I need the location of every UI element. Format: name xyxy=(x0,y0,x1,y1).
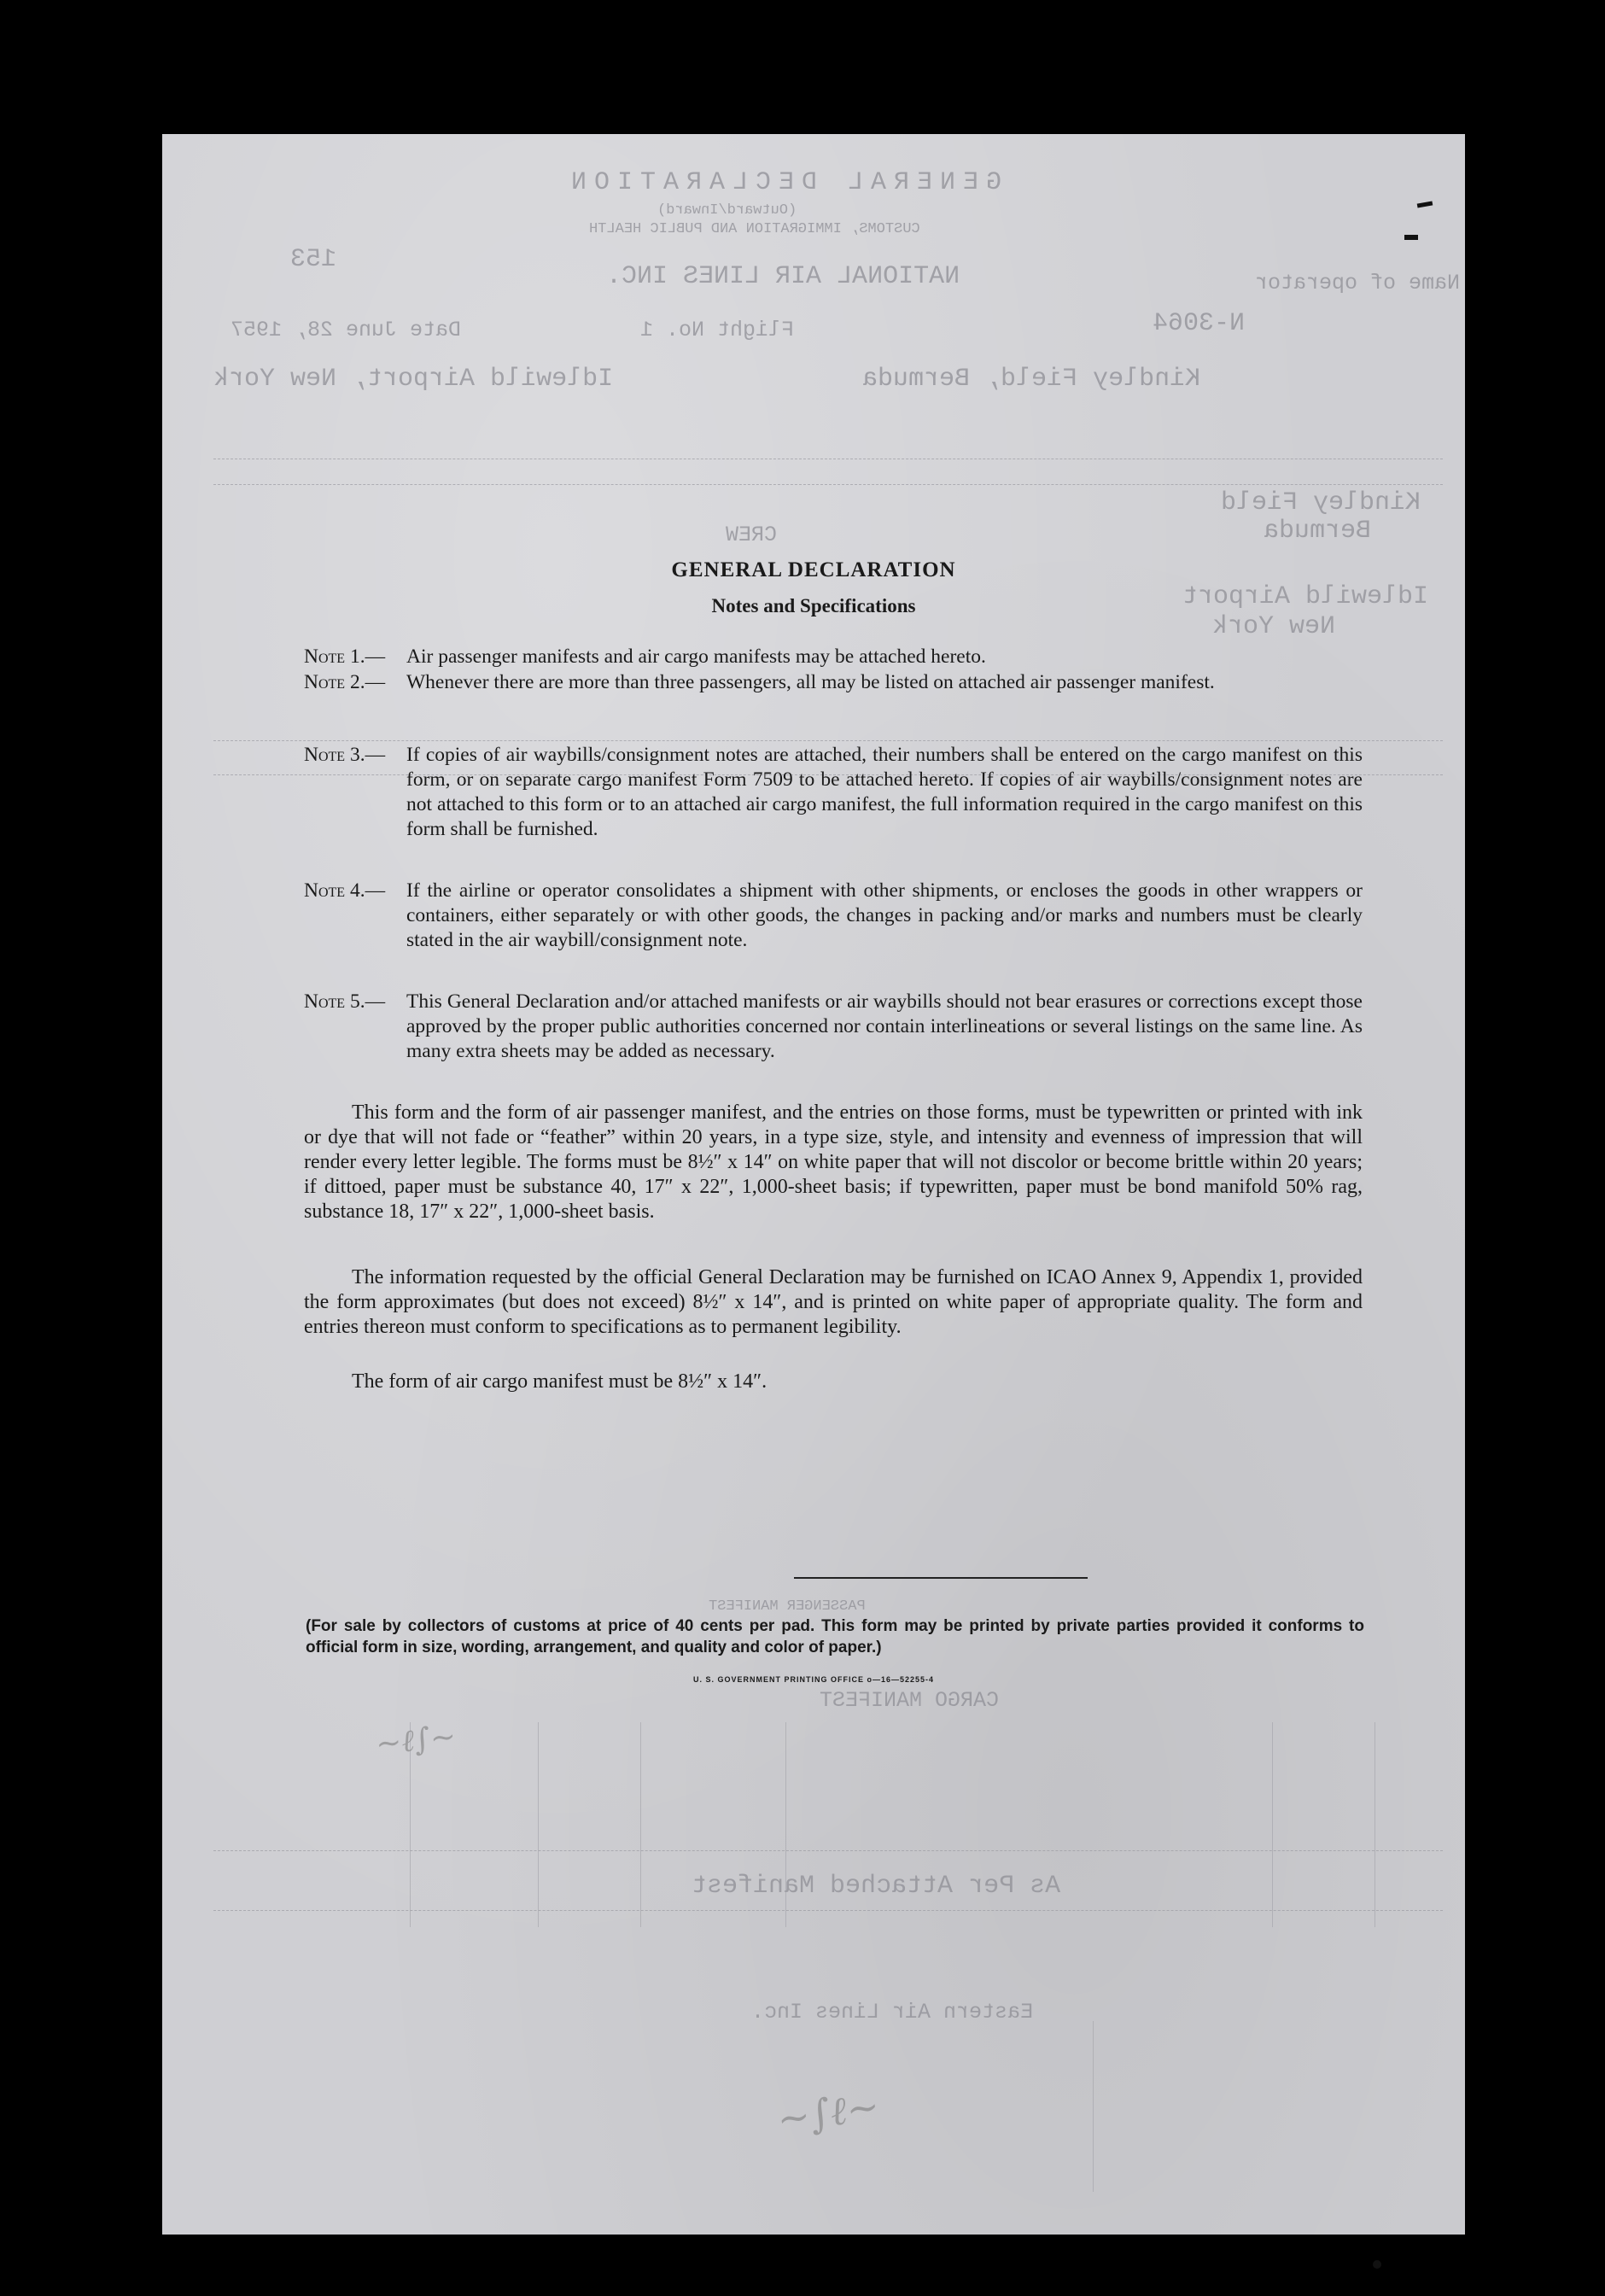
note-2-text: Whenever there are more than three passengers, all may be listed on attached air passenger manifest. xyxy=(406,671,1215,693)
sale-notice: (For sale by collectors of customs at price of 40 cents per pad. This form may be printed by private parties provided it conforms to official form in size, wording, arrangement, and quality and color of paper.) xyxy=(306,1617,1364,1656)
note-4-text: If the airline or operator consolidates a shipment with other shipments, or encloses the goods in other wrappers or containers, either separately or with other goods, the changes in packing and/or marks and numbers must be clearly stated in the air waybill/consignment note. xyxy=(406,879,1363,951)
ghost-number: 153 xyxy=(290,245,337,274)
ghost-place2: Idlewild Airport xyxy=(1182,582,1429,611)
page-title: GENERAL DECLARATION xyxy=(671,558,956,581)
ghost-flight: Flight No. 1 xyxy=(640,318,795,342)
ghost-subtitle: (Outward/Inward) xyxy=(657,202,797,219)
note-5-tag: Note 5.— xyxy=(304,990,386,1013)
paragraph-cargo-manifest: The form of air cargo manifest must be 8½″ x 14″. xyxy=(352,1370,767,1393)
note-3 xyxy=(304,743,1363,867)
ghost-operator-label: Name of operator xyxy=(1255,271,1461,295)
ghost-passengers: PASSENGER MANIFEST xyxy=(709,1598,866,1615)
ghost-place2b: New York xyxy=(1212,612,1336,641)
ghost-per-attached: As Per Attached Manifest xyxy=(692,1872,1061,1901)
note-5-text: This General Declaration and/or attached manifests or air waybills should not bear erasures or corrections except those approved by the proper public authorities concerned nor contain interlineations or several listings on the same line. As many extra sheets may be added as necessary. xyxy=(406,990,1363,1062)
note-2 xyxy=(304,670,1363,720)
ghost-date: Date June 28, 1957 xyxy=(231,318,462,342)
page-subtitle: Notes and Specifications xyxy=(711,595,916,616)
printing-office-imprint: U. S. GOVERNMENT PRINTING OFFICE o—16—52255-4 xyxy=(692,1675,935,1684)
ghost-departure: Kindley Field, Bermuda xyxy=(862,365,1201,394)
ghost-operator-value: NATIONAL AIR LINES INC. xyxy=(606,262,960,291)
handwritten-signature-trace: ~∫ℓ~ xyxy=(773,2082,883,2143)
ghost-crew: CREW xyxy=(726,523,778,547)
ghost-aircraft: N-3064 xyxy=(1153,309,1246,338)
note-3-tag: Note 3.— xyxy=(304,744,386,766)
note-2-tag: Note 2.— xyxy=(304,671,386,693)
ghost-arrival: Idlewild Airport, New York xyxy=(213,365,614,394)
divider xyxy=(794,1577,1088,1579)
ghost-place1b: Bermuda xyxy=(1264,517,1372,546)
ghost-place1: Kindley Field xyxy=(1221,488,1421,517)
ghost-title: GENERAL DECLARATION xyxy=(563,168,1002,197)
note-3-text: If copies of air waybills/consignment notes are attached, their numbers shall be entered on the cargo manifest on this form, or on separate cargo manifest Form 7509 to be attached hereto. If copies of air waybills/consignment notes are not attached to this form or to an attached air cargo manifest, the full information required in the cargo manifest on this form shall be furnished. xyxy=(406,744,1363,840)
ghost-agencies: CUSTOMS, IMMIGRATION AND PUBLIC HEALTH xyxy=(589,221,920,237)
note-1-text: Air passenger manifests and air cargo manifests may be attached hereto. xyxy=(406,646,986,668)
handwritten-mark-trace: ~ℓ∫~ xyxy=(374,1719,458,1762)
paragraph-form-requirements: This form and the form of air passenger manifest, and the entries on those forms, must be typewritten or printed with ink or dye that will not fade or “feather” within 20 years, in a type size, style, and intensity and evenness of impression that will render every letter legible. The forms must be 8½″ x 14″ on white paper that will not discolor or become brittle within 20 years; if dittoed, paper must be substance 40, 17″ x 22″, 1,000-sheet basis; if typewritten, paper must be bond manifold 50% rag, substance 18, 17″ x 22″, 1,000-sheet basis. xyxy=(304,1101,1363,1223)
note-4-tag: Note 4.— xyxy=(304,879,386,902)
note-4 xyxy=(304,879,1363,978)
notes-and-specifications xyxy=(162,134,1465,2235)
ghost-signature: Eastern Air Lines Inc. xyxy=(751,2000,1034,2024)
paragraph-icao: The information requested by the official General Declaration may be furnished on ICAO Annex 9, Appendix 1, provided the form approximates (but does not exceed) 8½″ x 14″, and is printed on white paper of appropriate quality. The form and entries thereon must conform to specifications as to permanent legibility. xyxy=(304,1266,1363,1338)
document-page xyxy=(162,134,1465,2235)
note-5 xyxy=(304,990,1363,1089)
note-1-tag: Note 1.— xyxy=(304,646,386,668)
ghost-cargo: CARGO MANIFEST xyxy=(820,1688,1000,1713)
note-1 xyxy=(304,645,1363,670)
